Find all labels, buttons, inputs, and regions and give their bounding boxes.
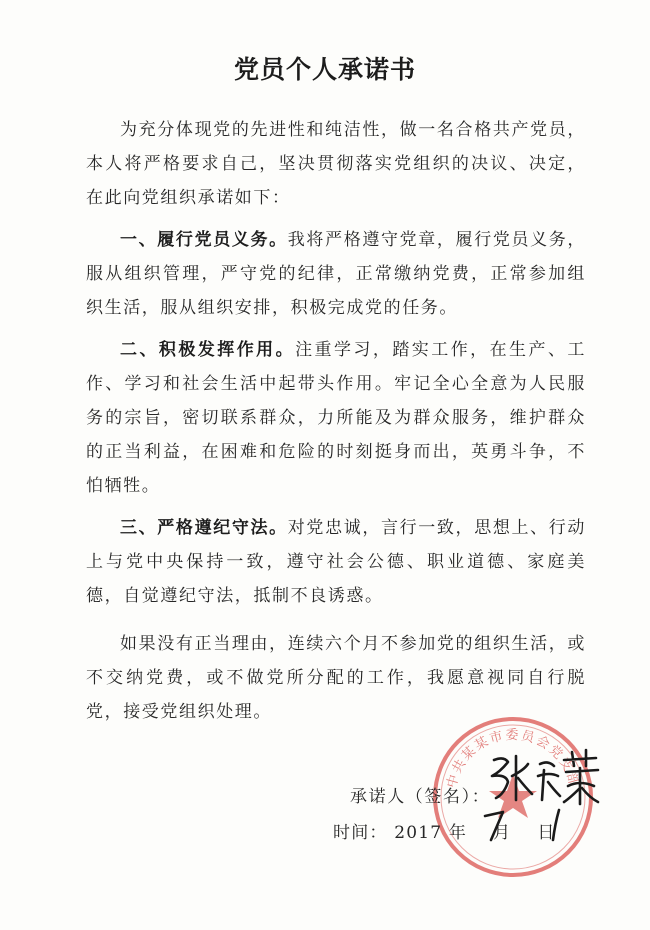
date-year: 2017 <box>394 823 443 843</box>
intro-paragraph: 为充分体现党的先进性和纯洁性，做一名合格共产党员，本人将严格要求自己，坚决贯彻落实党组织的决议、决定，在此向党组织承诺如下： <box>86 120 586 208</box>
closing-paragraph: 如果没有正当理由，连续六个月不参加党的组织生活，或不交纳党费，或不做党所分配的工作，我愿意视同自行脱党，接受党组织处理。 <box>86 634 586 722</box>
section-3-text: 对党忠诚，言行一致，思想上、行动上与党中央保持一致，遵守社会公德、职业道德、家庭美德，自觉遵纪守法，抵制不良诱惑。 <box>86 518 586 606</box>
document-title: 党员个人承诺书 <box>233 55 416 84</box>
section-2-paragraph <box>86 333 586 503</box>
date-label: 时间： <box>333 823 388 843</box>
section-1-paragraph <box>86 223 586 325</box>
date-month-unit: 月 <box>493 823 512 843</box>
section-1-heading: 一、履行党员义务。 <box>120 230 288 250</box>
section-2-text: 注重学习，踏实工作，在生产、工作、学习和社会生活中起带头作用。牢记全心全意为人民服务的宗旨，密切联系群众，力所能及为群众服务，维护群众的正当利益，在困难和危险的时刻挺身而出，英勇斗争，不怕牺牲。 <box>86 340 587 496</box>
section-3-paragraph <box>86 511 586 613</box>
section-2-heading: 二、积极发挥作用。 <box>120 340 296 360</box>
handwritten-month-mark <box>485 812 503 840</box>
section-1-text: 我将严格遵守党章，履行党员义务，服从组织管理，严守党的纪律，正常缴纳党费，正常参加组织生活，服从组织安排，积极完成党的任务。 <box>86 230 586 318</box>
date-year-unit: 年 <box>448 823 468 843</box>
date-day-unit: 日 <box>537 823 556 843</box>
document-body <box>86 113 586 729</box>
section-3-heading: 三、严格遵纪守法。 <box>120 518 288 538</box>
signature-label: 承诺人（签名）： <box>350 787 491 807</box>
handwritten-date <box>455 800 585 850</box>
seal-text: 中共某某市委员会党支部 <box>444 728 582 790</box>
handwritten-day-mark <box>553 810 559 840</box>
